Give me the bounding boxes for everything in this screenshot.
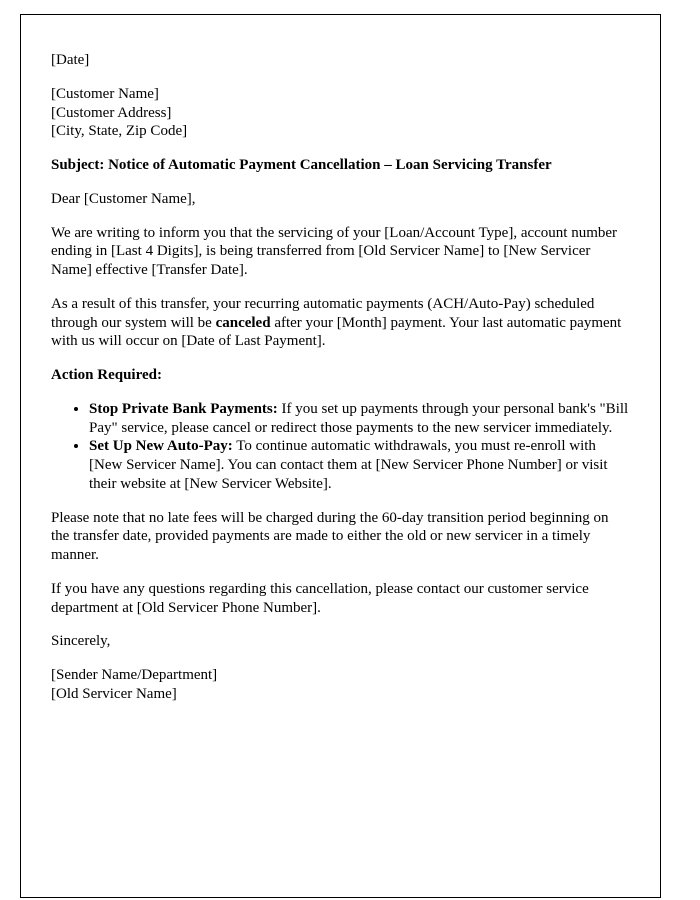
action-required-heading: Action Required:	[51, 367, 162, 383]
paragraph-late-fees: Please note that no late fees will be charged during the 60-day transition period beginning on the transfer date, provided payments are made to either the old or new servicer in a timely manner.	[51, 509, 609, 563]
cancellation-text-post: after your [Month] payment. Your last automatic payment with us will occur on [Date of Last Payment].	[51, 314, 622, 350]
list-item-stop-bank-payments	[89, 400, 630, 438]
bullet-lead: Stop Private Bank Payments:	[89, 400, 278, 417]
signature-sender: [Sender Name/Department]	[51, 667, 218, 683]
signature-block	[51, 666, 630, 704]
cancellation-text-pre: As a result of this transfer, your recurring automatic payments (ACH/Auto-Pay) scheduled through our system will be	[51, 295, 595, 331]
subject-line: Subject: Notice of Automatic Payment Cancellation – Loan Servicing Transfer	[51, 157, 552, 173]
signature-servicer: [Old Servicer Name]	[51, 685, 177, 702]
recipient-block	[51, 85, 630, 141]
document-page	[20, 14, 661, 898]
bullet-text: If you set up payments through your personal bank's "Bill Pay" service, please cancel or redirect those payments to the new servicer immediately.	[89, 400, 629, 436]
bullet-text: To continue automatic withdrawals, you must re-enroll with [New Servicer Name]. You can contact them at [New Servicer Phone Number] or visit their website at [New Servicer Website].	[89, 438, 608, 492]
recipient-name: [Customer Name]	[51, 85, 159, 102]
paragraph-questions: If you have any questions regarding this cancellation, please contact our customer service department at [Old Servicer Phone Number].	[51, 580, 589, 616]
closing: Sincerely,	[51, 633, 111, 650]
paragraph-transfer-notice: We are writing to inform you that the servicing of your [Loan/Account Type], account number ending in [Last 4 Digits], is being transferred from [Old Servicer Name] to [New Servicer Name] effective [Transfer Date].	[51, 224, 618, 278]
recipient-address: [Customer Address]	[51, 104, 172, 121]
paragraph-cancellation	[51, 295, 630, 351]
salutation: Dear [Customer Name],	[51, 190, 196, 207]
bullet-lead: Set Up New Auto-Pay:	[89, 438, 233, 455]
recipient-city-state-zip: [City, State, Zip Code]	[51, 123, 188, 140]
cancellation-emphasis: canceled	[215, 314, 271, 331]
action-list	[51, 400, 630, 494]
list-item-setup-new-autopay	[89, 437, 630, 493]
date-line: [Date]	[51, 52, 90, 68]
